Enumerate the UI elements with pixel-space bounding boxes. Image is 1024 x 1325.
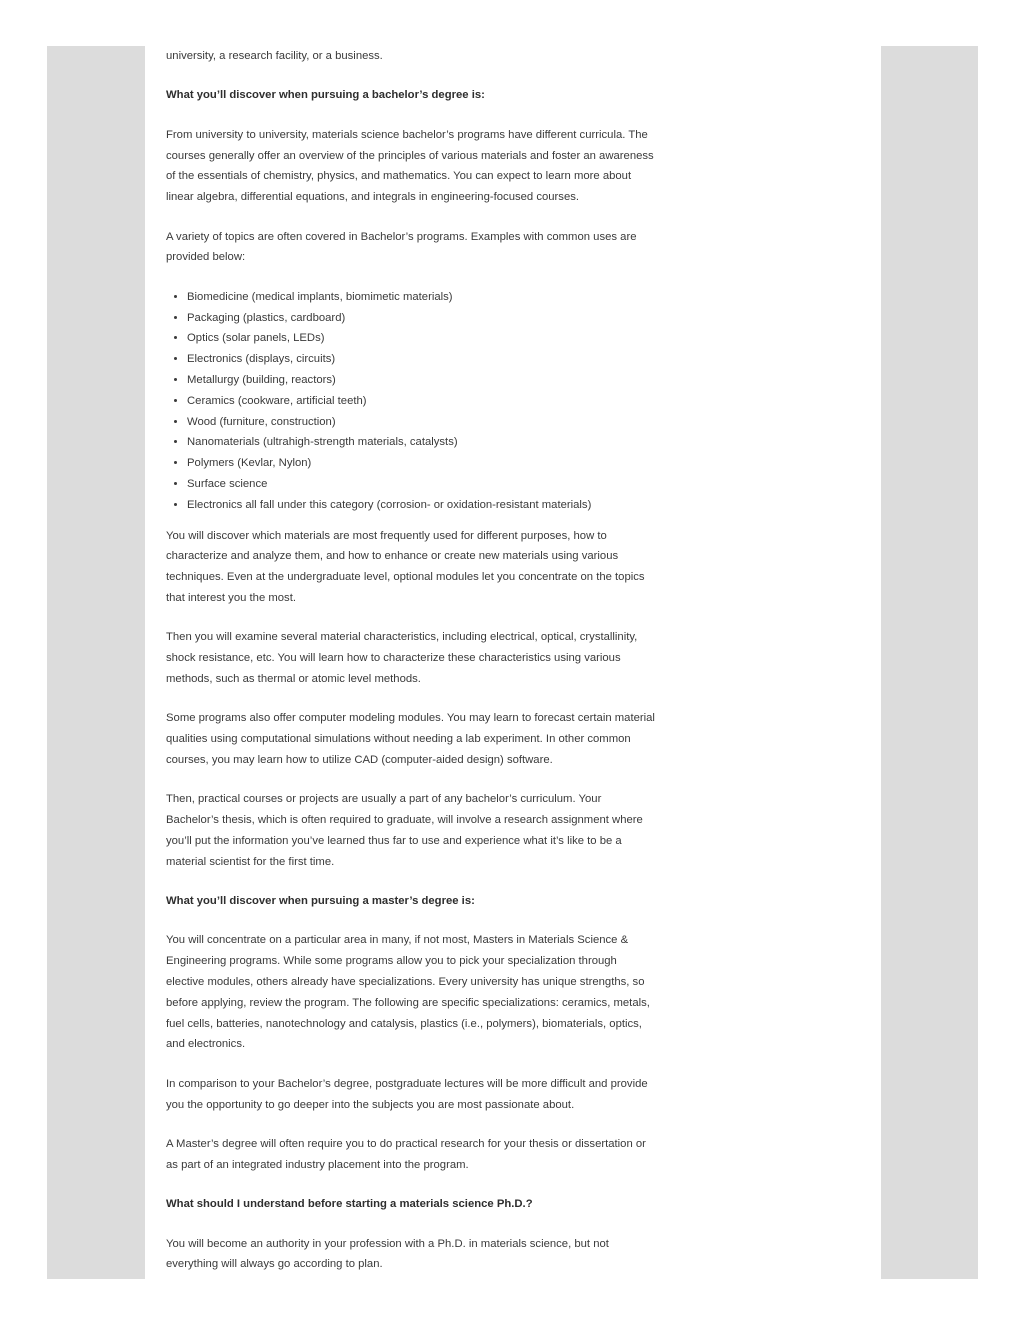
- list-item: • Polymers (Kevlar, Nylon): [187, 453, 656, 474]
- list-item: • Electronics (displays, circuits): [187, 349, 656, 370]
- bachelor-heading: What you’ll discover when pursuing a bachelor’s degree is:: [166, 89, 485, 102]
- intro-tail-paragraph: university, a research facility, or a business.: [166, 50, 383, 62]
- list-item: • Wood (furniture, construction): [187, 412, 656, 433]
- master-heading: What you’ll discover when pursuing a master’s degree is:: [166, 895, 475, 908]
- list-item: • Packaging (plastics, cardboard): [187, 308, 656, 329]
- topics-list: [166, 287, 656, 516]
- list-item: • Electronics all fall under this category (corrosion- or oxidation-resistant materials): [187, 495, 656, 516]
- right-margin-panel: [881, 46, 978, 1279]
- phd-paragraph-1: You will become an authority in your profession with a Ph.D. in materials science, but not everything will always go according to plan.: [166, 1237, 609, 1271]
- master-paragraph-3: A Master’s degree will often require you to do practical research for your thesis or dissertation or as part of an integrated industry placement into the program.: [166, 1138, 646, 1171]
- list-item: • Optics (solar panels, LEDs): [187, 328, 656, 349]
- bachelor-paragraph-6: Then, practical courses or projects are usually a part of any bachelor’s curriculum. Your Bachelor’s thesis, which is often required to graduate, will involve a research assignment where you’ll put the information you’ve learned thus far to use and experience what it’s like to be a material scientist for the first time.: [166, 793, 643, 868]
- master-paragraph-1: You will concentrate on a particular area in many, if not most, Masters in Materials Science & Engineering programs. While some programs allow you to pick your specialization through elective modules, others already have specializations. Every university has unique strengths, so before applying, review the program. The following are specific specializations: ceramics, metals, fuel cells, batteries, nanotechnology and catalysis, plastics (i.e., polymers), biomaterials, optics, and electronics.: [166, 934, 650, 1051]
- bachelor-paragraph-2: A variety of topics are often covered in Bachelor’s programs. Examples with common uses are provided below:: [166, 230, 637, 264]
- list-item: • Ceramics (cookware, artificial teeth): [187, 391, 656, 412]
- list-item: • Surface science: [187, 474, 656, 495]
- bachelor-paragraph-4: Then you will examine several material characteristics, including electrical, optical, crystallinity, shock resistance, etc. You will learn how to characterize these characteristics using various methods, such as thermal or atomic level methods.: [166, 631, 638, 685]
- list-item: • Nanomaterials (ultrahigh-strength materials, catalysts): [187, 432, 656, 453]
- bachelor-paragraph-3: You will discover which materials are most frequently used for different purposes, how to characterize and analyze them, and how to enhance or create new materials using various techniques. Even at the undergraduate level, optional modules let you concentrate on the topics that interest you the most.: [166, 529, 645, 604]
- list-item: • Metallurgy (building, reactors): [187, 370, 656, 391]
- left-margin-panel: [47, 46, 145, 1279]
- phd-heading: What should I understand before starting a materials science Ph.D.?: [166, 1198, 533, 1211]
- bachelor-paragraph-5: Some programs also offer computer modeling modules. You may learn to forecast certain material qualities using computational simulations without needing a lab experiment. In other common courses, you may learn how to utilize CAD (computer-aided design) software.: [166, 712, 655, 766]
- list-item: • Biomedicine (medical implants, biomimetic materials): [187, 287, 656, 308]
- master-paragraph-2: In comparison to your Bachelor’s degree, postgraduate lectures will be more difficult and provide you the opportunity to go deeper into the subjects you are most passionate about.: [166, 1077, 648, 1111]
- bachelor-paragraph-1: From university to university, materials science bachelor’s programs have different curricula. The courses generally offer an overview of the principles of various materials and foster an awareness of the essentials of chemistry, physics, and mathematics. You can expect to learn more about linear algebra, differential equations, and integrals in engineering-focused courses.: [166, 128, 654, 204]
- article-body: [166, 46, 656, 1294]
